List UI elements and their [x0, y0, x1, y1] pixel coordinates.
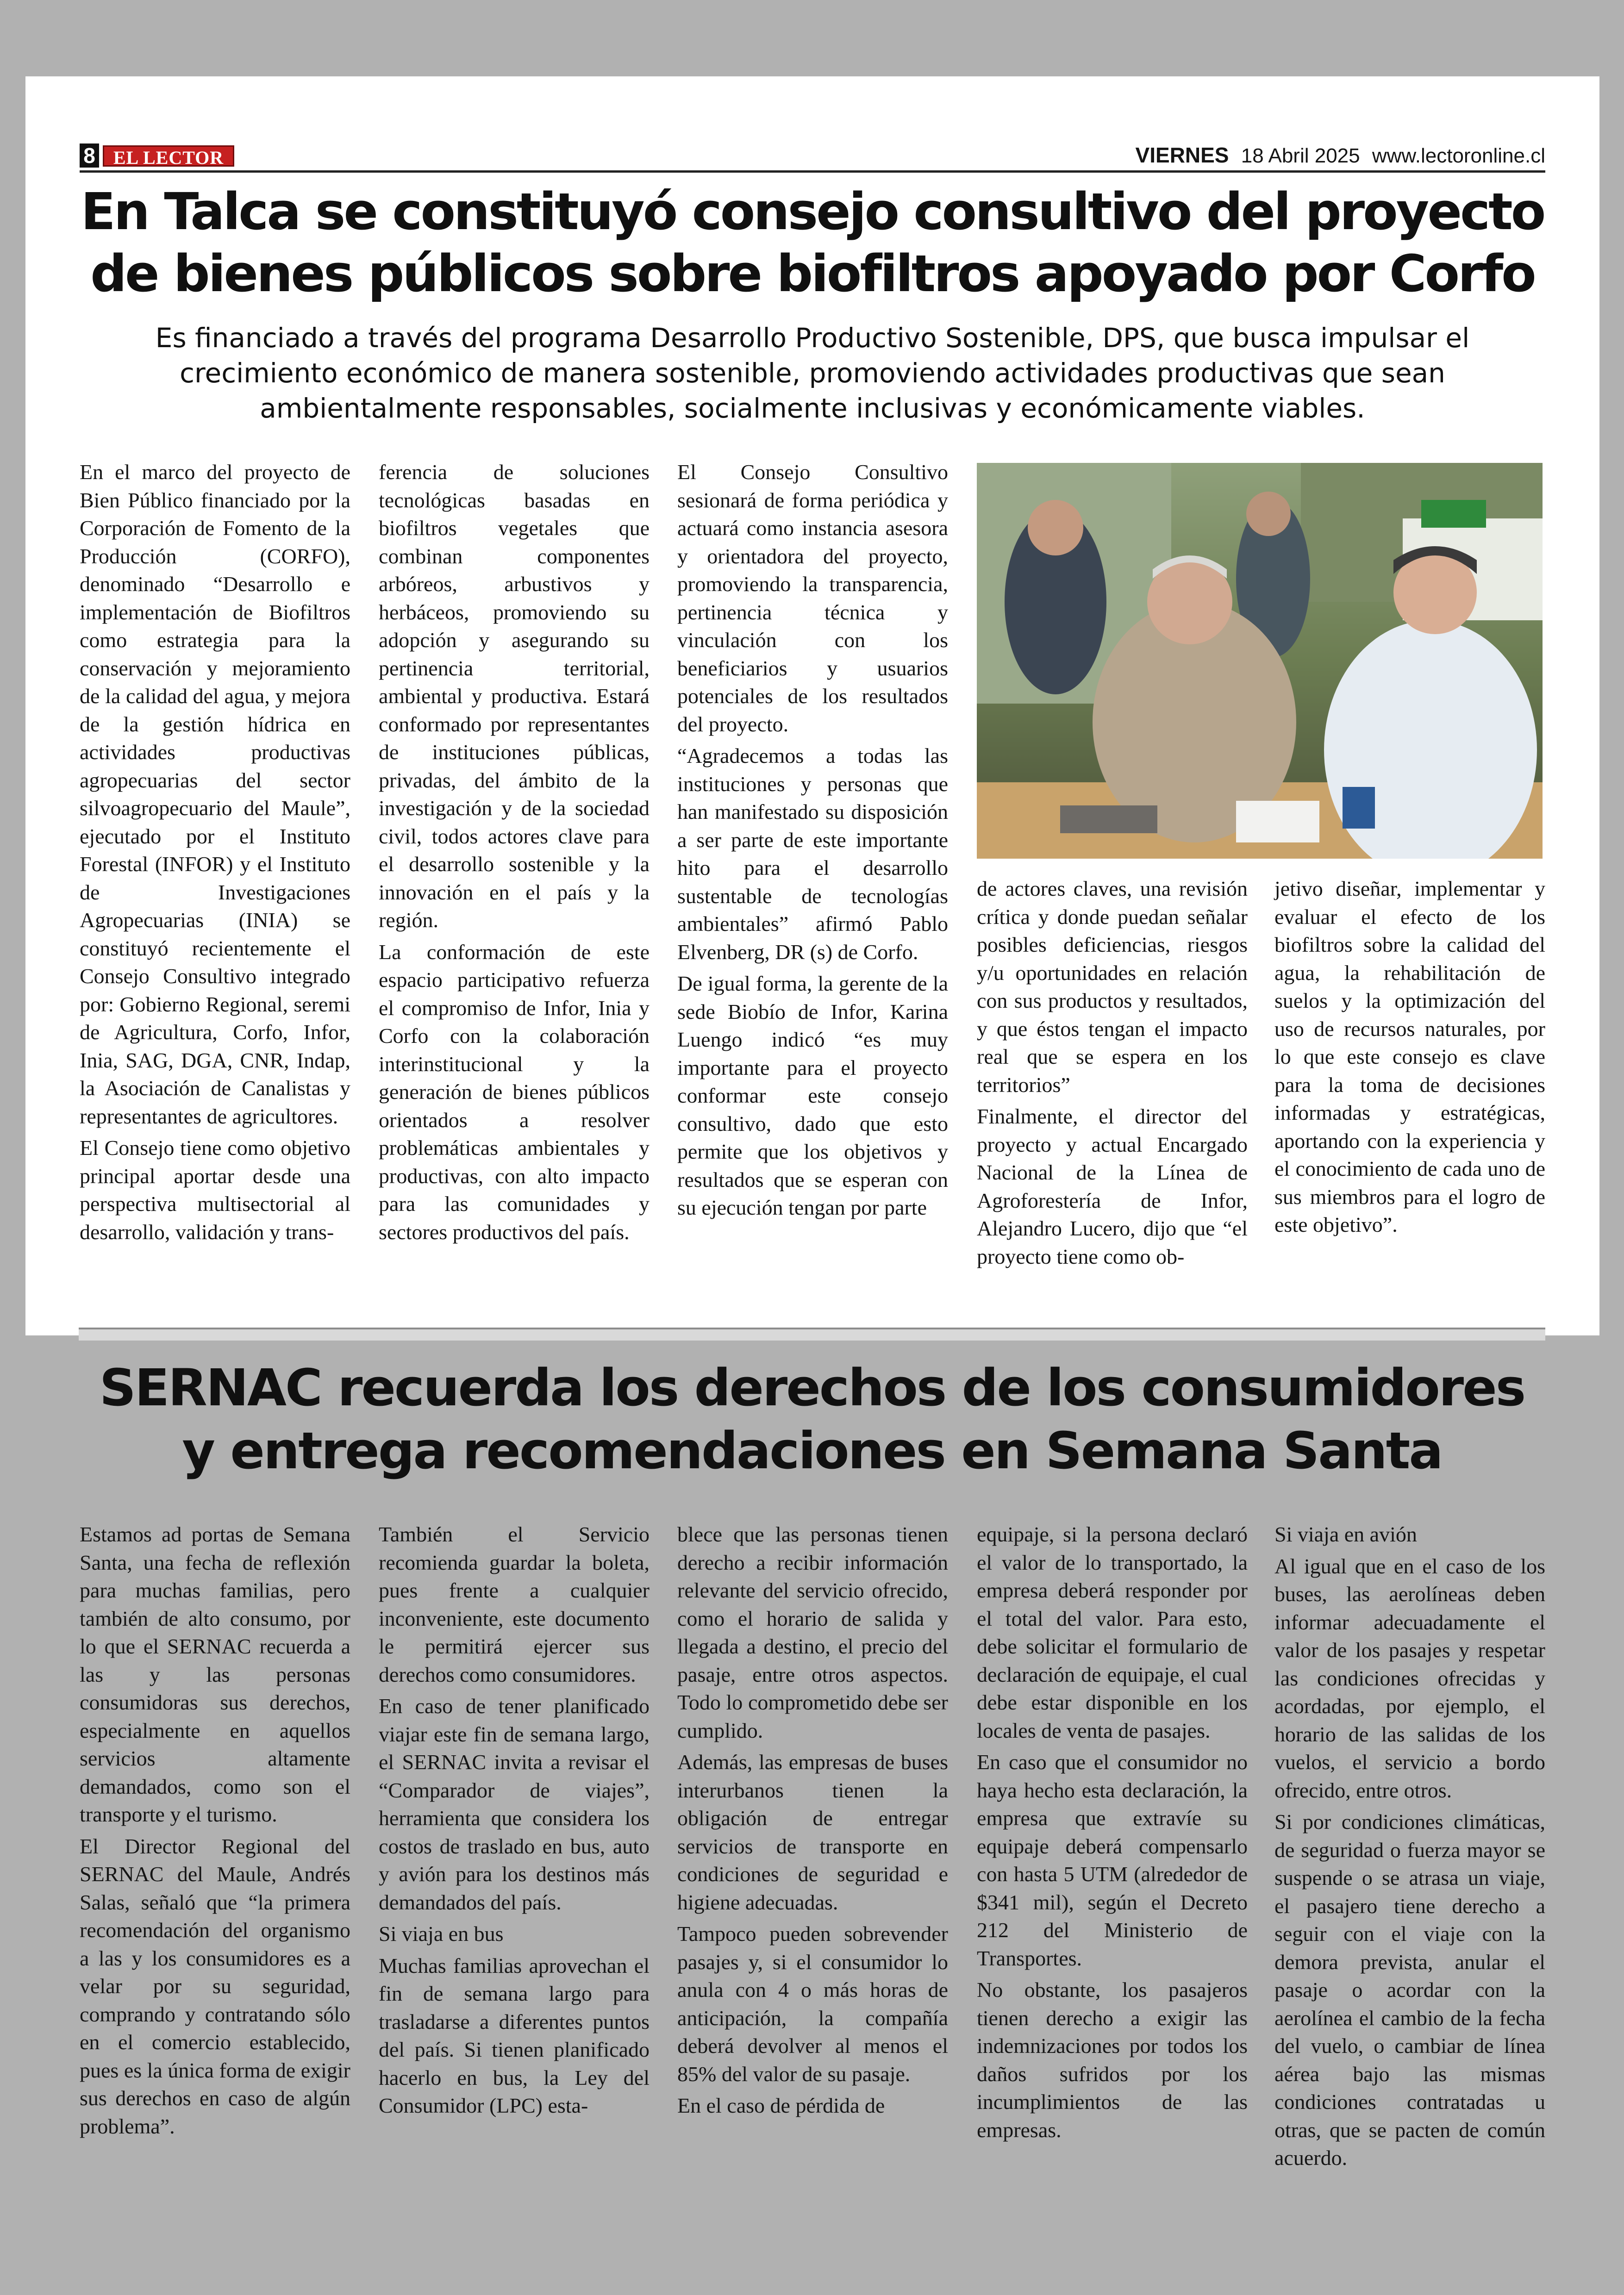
header-date: 18 Abril 2025	[1241, 144, 1360, 167]
paragraph: equipaje, si la persona declaró el valor de lo transportado, la empresa deberá responder por el total del valor. Para esto, debe solicitar el formulario de declaración de equipaje, el cual debe estar disponible en los locales de venta de pasajes.	[977, 1522, 1248, 1742]
paragraph: de actores claves, una revisión crítica y donde puedan señalar posibles deficiencias, riesgos y/u oportunidades en relación con sus productos y resultados, y que éstos tengan el impacto real que se espera en los territorios”	[977, 877, 1248, 1097]
paragraph: Estamos ad portas de Semana Santa, una fecha de reflexión para muchas familias, pero también de alto consumo, por lo que el SERNAC recuerda a las y las personas consumidoras sus derechos, especialmente en aquellos servicios altamente demandados, como son el transporte y el turismo.	[80, 1522, 350, 1826]
paragraph: En caso de tener planificado viajar este fin de semana largo, el SERNAC invita a revisar el “Comparador de viajes”, herramienta que considera los costos de traslado en bus, auto y avión para los destinos más demandados del país.	[379, 1694, 650, 1914]
paragraph: Si por condiciones climáticas, de seguridad o fuerza mayor se suspende o se atrasa un viaje, el pasajero tiene derecho a seguir con el viaje con la demora prevista, anular el pasaje o acordar con la aerolínea el cambio de la fecha del vuelo, o cambiar de línea aérea bajo las mismas condiciones contratadas u otras, que se pacten de común acuerdo.	[1274, 1810, 1545, 2170]
paragraph: La conformación de este espacio participativo refuerza el compromiso de Infor, Inia y Corfo con la colaboración interinstitucional y la generación de bienes públicos orientados a resolver problemáticas ambientales y productivas, con alto impacto para las comunidades y sectores productivos del país.	[379, 940, 650, 1244]
paragraph: El Director Regional del SERNAC del Maule, Andrés Salas, señaló que “la primera recomendación del organismo a las y los consumidores es a velar por su seguridad, comprando y contratando sólo en el comercio establecido, pues es la única forma de exigir sus derechos en caso de algún problema”.	[80, 1834, 350, 2138]
photo-meeting-illustration	[977, 463, 1543, 859]
header-website[interactable]: www.lectoronline.cl	[1372, 144, 1545, 167]
article-2-column-2	[379, 1521, 650, 2124]
article-1-column-4	[977, 875, 1248, 1274]
paragraph: En caso que el consumidor no haya hecho esta declaración, la empresa que extravíe su equipaje deberá compensarlo con hasta 5 UTM (alrededor de $341 mil), según el Decreto 212 del Ministerio de Transportes.	[977, 1750, 1248, 1970]
newspaper-logo: EL LECTOR	[103, 145, 234, 167]
section-label: Si viaja en bus	[379, 1922, 504, 1946]
paragraph: “Agradecemos a todas las instituciones y personas que han manifestado su disposición a ser parte de este importante hito para el desarrollo sustentable de tecnologías ambientales” afirmó Pablo Elvenberg, DR (s) de Corfo.	[677, 744, 948, 964]
paragraph: blece que las personas tienen derecho a recibir información relevante del servicio ofrecido, como el horario de salida y llegada a destino, el precio del pasaje, entre otros aspectos. Todo lo comprometido debe ser cumplido.	[677, 1522, 948, 1742]
paragraph: El Consejo Consultivo sesionará de forma periódica y actuará como instancia asesora y orientadora del proyecto, promoviendo la transparencia, pertinencia técnica y vinculación con los beneficiarios y usuarios potenciales de los resultados del proyecto.	[677, 460, 948, 736]
article-1-photo	[977, 463, 1543, 859]
paragraph: En el marco del proyecto de Bien Público financiado por la Corporación de Fomento de la Producción (CORFO), denominado “Desarrollo e implementación de Biofiltros como estrategia para la conservación y mejoramiento de la calidad del agua, y mejora de la gestión hídrica en actividades productivas agropecuarias del sector silvoagropecuario del Maule”, ejecutado por el Instituto Forestal (INFOR) y el Instituto de Investigaciones Agropecuarias (INIA) se constituyó recientemente el Consejo Consultivo integrado por: Gobierno Regional, seremi de Agricultura, Corfo, Infor, Inia, SAG, DGA, CNR, Indap, la Asociación de Canalistas y representantes de agricultores.	[80, 460, 350, 1128]
article-2-column-4	[977, 1521, 1248, 2148]
article-2-title: SERNAC recuerda los derechos de los consumidores y entrega recomendaciones en Semana Santa	[99, 1358, 1525, 1480]
paragraph: El Consejo tiene como objetivo principal aportar desde una perspectiva multisectorial al desarrollo, validación y trans-	[80, 1136, 350, 1244]
paragraph: De igual forma, la gerente de la sede Biobío de Infor, Karina Luengo indicó “es muy importante para el proyecto conformar este consejo consultivo, dado que esto permite que los objetivos y resultados que se esperan con su ejecución tengan por parte	[677, 972, 948, 1219]
article-2-column-1	[80, 1521, 350, 2144]
article-1-column-1	[80, 458, 350, 1250]
paragraph: También el Servicio recomienda guardar la boleta, pues frente a cualquier inconveniente, este documento le permitirá ejercer sus derechos como consumidores.	[379, 1522, 650, 1686]
article-1-column-2	[379, 458, 650, 1250]
paragraph: ferencia de soluciones tecnológicas basadas en biofiltros vegetales que combinan componentes arbóreos, arbustivos y herbáceos, promoviendo su adopción y asegurando su pertinencia territorial, ambiental y productiva. Estará conformado por representantes de instituciones públicas, privadas, del ámbito de la investigación y de la sociedad civil, todos actores clave para el desarrollo sostenible y la innovación en el país y la región.	[379, 460, 650, 932]
paragraph: Al igual que en el caso de los buses, las aerolíneas deben informar adecuadamente el valor de los pasajes y respetar las condiciones ofrecidas y acordadas, por ejemplo, el horario de las salidas de los vuelos, el servicio a bordo ofrecido, entre otros.	[1274, 1554, 1545, 1802]
paragraph: Además, las empresas de buses interurbanos tienen la obligación de entregar servicios de transporte en condiciones de seguridad e higiene adecuadas.	[677, 1750, 948, 1914]
article-2-column-5	[1274, 1521, 1545, 2176]
paragraph: Tampoco pueden sobrevender pasajes y, si el consumidor lo anula con 4 o más horas de anticipación, la compañía deberá devolver al menos el 85% del valor de su pasaje.	[677, 1922, 948, 2086]
article-divider	[79, 1328, 1545, 1341]
article-1-column-5	[1274, 875, 1545, 1243]
paragraph: No obstante, los pasajeros tienen derecho a exigir las indemnizaciones por todos los daños sufridos por los incumplimientos de las empresas.	[977, 1978, 1248, 2142]
section-label: Si viaja en avión	[1274, 1522, 1417, 1546]
paragraph: Muchas familias aprovechan el fin de semana largo para trasladarse a diferentes puntos del país. Si tienen planificado hacerlo en bus, la Ley del Consumidor (LPC) esta-	[379, 1953, 650, 2117]
article-2-column-3	[677, 1521, 948, 2124]
article-1-subtitle: Es financiado a través del programa Desarrollo Productivo Sostenible, DPS, que busca impulsar el crecimiento económico de manera sostenible, promoviendo actividades productivas que sean ambientalmente responsables, socialmente inclusivas y económicamente viables.	[155, 322, 1470, 424]
header-day: VIERNES	[1135, 143, 1229, 167]
paragraph: Finalmente, el director del proyecto y actual Encargado Nacional de la Línea de Agroforestería de Infor, Alejandro Lucero, dijo que “el proyecto tiene como ob-	[977, 1104, 1248, 1268]
article-1-column-3	[677, 458, 948, 1226]
paragraph: jetivo diseñar, implementar y evaluar el efecto de los biofiltros sobre la calidad del agua, la rehabilitación de suelos y la optimización del uso de recursos naturales, por lo que este consejo es clave para la toma de decisiones informadas y estratégicas, aportando con la experiencia y el conocimiento de cada uno de sus miembros para el logro de este objetivo”.	[1274, 877, 1545, 1236]
page-header	[80, 142, 1545, 173]
page-number: 8	[80, 143, 99, 168]
article-1-title: En Talca se constituyó consejo consultivo del proyecto de bienes públicos sobre biofiltros apoyado por Corfo	[81, 182, 1544, 303]
paragraph: En el caso de pérdida de	[677, 2094, 885, 2117]
header-info	[1129, 143, 1545, 168]
